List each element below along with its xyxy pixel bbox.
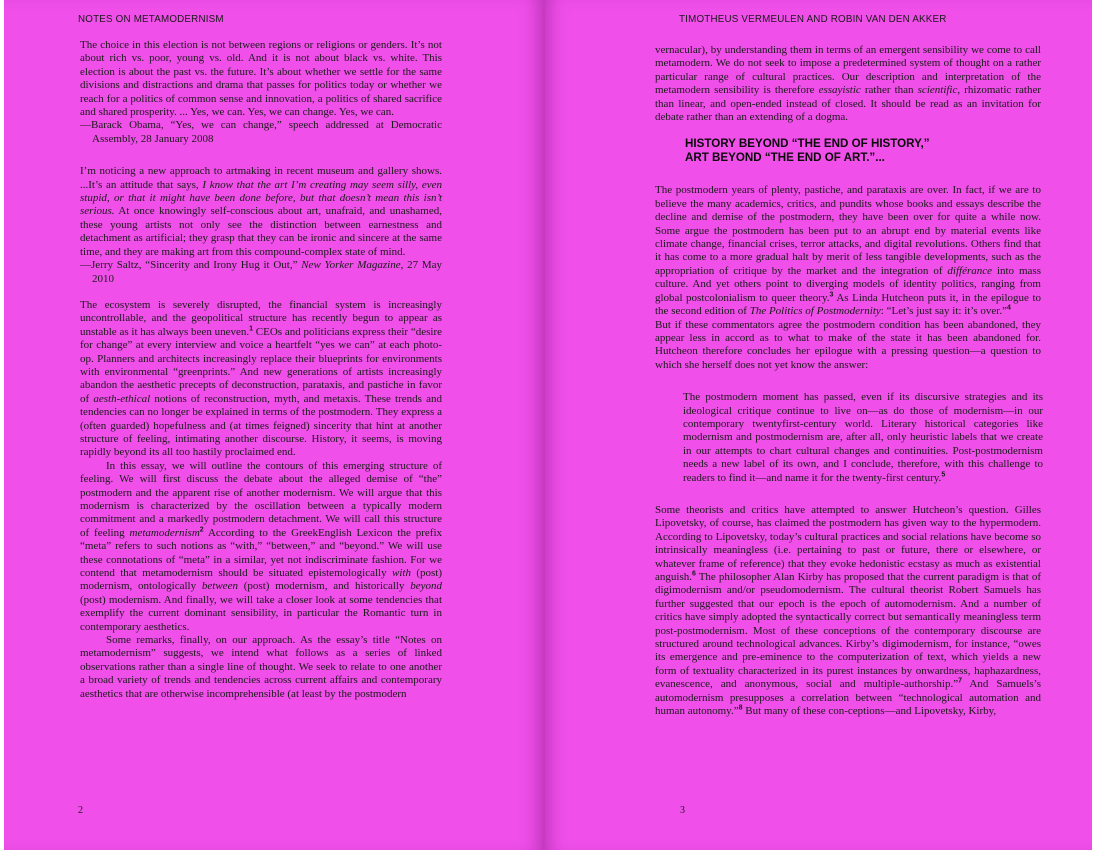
footnote-marker: 1 — [249, 325, 254, 333]
footnote-marker: 7 — [958, 677, 963, 685]
left-page-body — [80, 39, 442, 701]
body-paragraph: The ecosystem is severely disrupted, the financial system is increasingly uncontrollable, and the geopolitical structure has recently begun to appear as unstable as it has always been uneven.$^1$ CEOs and politicians express their “desire for change” at every interview and voice a heartfelt “yes we can” at each photo-op. Planners and architects increasingly replace their blueprints for environments with environmental “greenprints.” And new generations of artists increasingly abandon the aesthetic precepts of deconstruction, parataxis, and pastiche in favor of aesth-ethical notions of reconstruction, myth, and metaxis. These trends and tendencies can no longer be explained in terms of the postmodern. They express a (often guarded) hopefulness and (at times feigned) sincerity that hint at another structure of feeling, intimating another discourse. History, it seems, is moving rapidly beyond its all too hastily proclaimed end. — [80, 298, 442, 459]
body-paragraph: The postmodern years of plenty, pastiche, and parataxis are over. In fact, if we are to believe the many academics, critics, and pundits whose books and essays describe the decline and demise of the postmodern, they have been over for quite a while now. Some argue the postmodern has been put to an abrupt end by material events like climate change, financial crises, terror attacks, and digital revolutions. Others find that it has come to a more gradual halt by merit of less tangible developments, such as the appropriation of critique by the market and the integration of différance into mass culture. And yet others point to diverging models of identity politics, ranging from global postcolonialism to queer theory.$^3$ As Linda Hutcheon puts it, in the epilogue to the second edition of The Politics of Postmodernity: “Let’s just say it: it’s over.”$^4$ — [655, 184, 1042, 318]
left-page — [4, 0, 542, 850]
block-quote: The postmodern moment has passed, even if its discursive strategies and its ideological critique continue to live on—as do those of modernism—in our contemporary twentyfirst-century world. Literary historical categories like modernism and postmodernism are, after all, only heuristic labels that we create in our attempts to chart cultural changes and continuities. Post-postmodernism needs a new label of its own, and I conclude, therefore, with this challenge to readers to find it—and name it for the twenty-first century.$^5$ — [683, 391, 1043, 484]
left-running-head: NOTES ON METAMODERNISM — [78, 14, 224, 25]
footnote-marker: 3 — [829, 291, 834, 299]
footnote-marker: 6 — [691, 570, 696, 578]
epigraph-obama-attribution: —Barack Obama, “Yes, we can change,” speech addressed at Democratic Assembly, 28 January 2008 — [80, 119, 442, 145]
left-page-number: 2 — [78, 805, 83, 816]
right-running-head: TIMOTHEUS VERMEULEN AND ROBIN VAN DEN AKKER — [679, 14, 947, 25]
body-paragraph: In this essay, we will outline the contours of this emerging structure of feeling. We will first discuss the debate about the alleged demise of “the” postmodern and the apparent rise of another modernism. We will argue that this modernism is characterized by the oscillation between a typically modern commitment and a markedly postmodern detachment. We will call this structure of feeling metamodernism$^2$ According to the GreekEnglish Lexicon the prefix “meta” refers to such notions as “with,” “between,” and “beyond.” We will use these connotations of “meta” in a similar, yet not indiscriminate fashion. For we contend that metamodernism should be situated epistemologically with (post) modernism, ontologically between (post) modernism, and historically beyond (post) modernism. And finally, we will take a closer look at some tendencies that exemplify the current dominant sensibility, in particular the Romantic turn in contemporary aesthetics. — [80, 459, 443, 633]
section-heading: HISTORY BEYOND “THE END OF HISTORY,” ART BEYOND “THE END OF ART.”... — [685, 137, 930, 165]
body-paragraph: Some remarks, finally, on our approach. As the essay’s title “Notes on metamodernism” suggests, we intend what follows as a series of linked observations rather than a single line of thought. We seek to relate to one another a broad variety of trends and tendencies across current affairs and contemporary aesthetics that are otherwise incomprehensible (at least by the postmodern — [80, 634, 442, 700]
right-page-body — [655, 44, 1041, 718]
footnote-marker: 4 — [1006, 304, 1011, 312]
epigraph-saltz-quote: I’m noticing a new approach to artmaking in recent museum and gallery shows. ...It’s an attitude that says, I know that the art I’m creating may seem silly, even stupid, or that it might have been done before, but that doesn’t mean this isn’t serious. At once knowingly self-conscious about art, unafraid, and unashamed, these young artists not only see the distinction between earnestness and detachment as artificial; they grasp that they can be ironic and sincere at the same time, and they are making art from this compound-complex state of mind. — [80, 165, 442, 258]
right-page — [545, 0, 1092, 850]
footnote-marker: 5 — [941, 470, 946, 478]
epigraph-obama-quote: The choice in this election is not between regions or religions or genders. It’s not about rich vs. poor, young vs. old. And it is not about black vs. white. This election is about the past vs. the future. It’s about whether we settle for the same divisions and distractions and drama that passes for politics today or whether we reach for a politics of common sense and innovation, a politics of shared sacrifice and shared prosperity. ... Yes, we can. Yes, we can change. Yes, we can. — [80, 39, 442, 119]
epigraph-saltz-attribution: —Jerry Saltz, “Sincerity and Irony Hug it Out,” New Yorker Magazine, 27 May 2010 — [80, 259, 443, 285]
body-paragraph: But if these commentators agree the postmodern condition has been abandoned, they appear less in accord as to what to make of the state it has been abandoned for. Hutcheon therefore concludes her epilogue with a pressing question—a question to which she herself does not yet know the answer: — [655, 318, 1041, 371]
footnote-marker: 2 — [199, 526, 204, 534]
footnote-marker: 8 — [738, 704, 743, 712]
body-paragraph: vernacular), by understanding them in terms of an emergent sensibility we come to call metamodern. We do not seek to impose a predetermined system of thought on a rather particular range of cultural practices. Our description and interpretation of the metamodern sensibility is therefore essayistic rather than scientific, rhizomatic rather than linear, and open-ended instead of closed. It should be read as an invitation for debate rather than an extending of a dogma. — [655, 44, 1041, 124]
right-page-number: 3 — [680, 805, 685, 816]
body-paragraph: Some theorists and critics have attempted to answer Hutcheon’s question. Gilles Lipovetsky, of course, has claimed the postmodern has given way to the hypermodern. According to Lipovetsky, today’s cultural practices and social relations have become so intrinsically meaningless (i.e. pertaining to past or future, there or elsewhere, or whatever frame of reference) that they evoke hedonistic ecstasy as much as existential anguish.$^6$ The philosopher Alan Kirby has proposed that the current paradigm is that of digimodernism and/or pseudomodernism. The cultural theorist Robert Samuels has further suggested that our epoch is the epoch of automodernism. And a number of critics have simply adopted the syntactically correct but semantically meaningless term post-postmodernism. Most of these conceptions of the contemporary discourse are structured around technological advances. Kirby’s digimodernism, for instance, “owes its emergence and pre-eminence to the computerization of text, which yields a new form of textuality characterized in its purest instances by onwardness, haphazardness, evanescence, and anonymous, social and multiple-authorship.”$^7$ And Samuels’s automodernism presupposes a correlation between “technological automation and human autonomy.”$^8$ But many of these con-ceptions—and Lipovetsky, Kirby, — [655, 503, 1042, 718]
